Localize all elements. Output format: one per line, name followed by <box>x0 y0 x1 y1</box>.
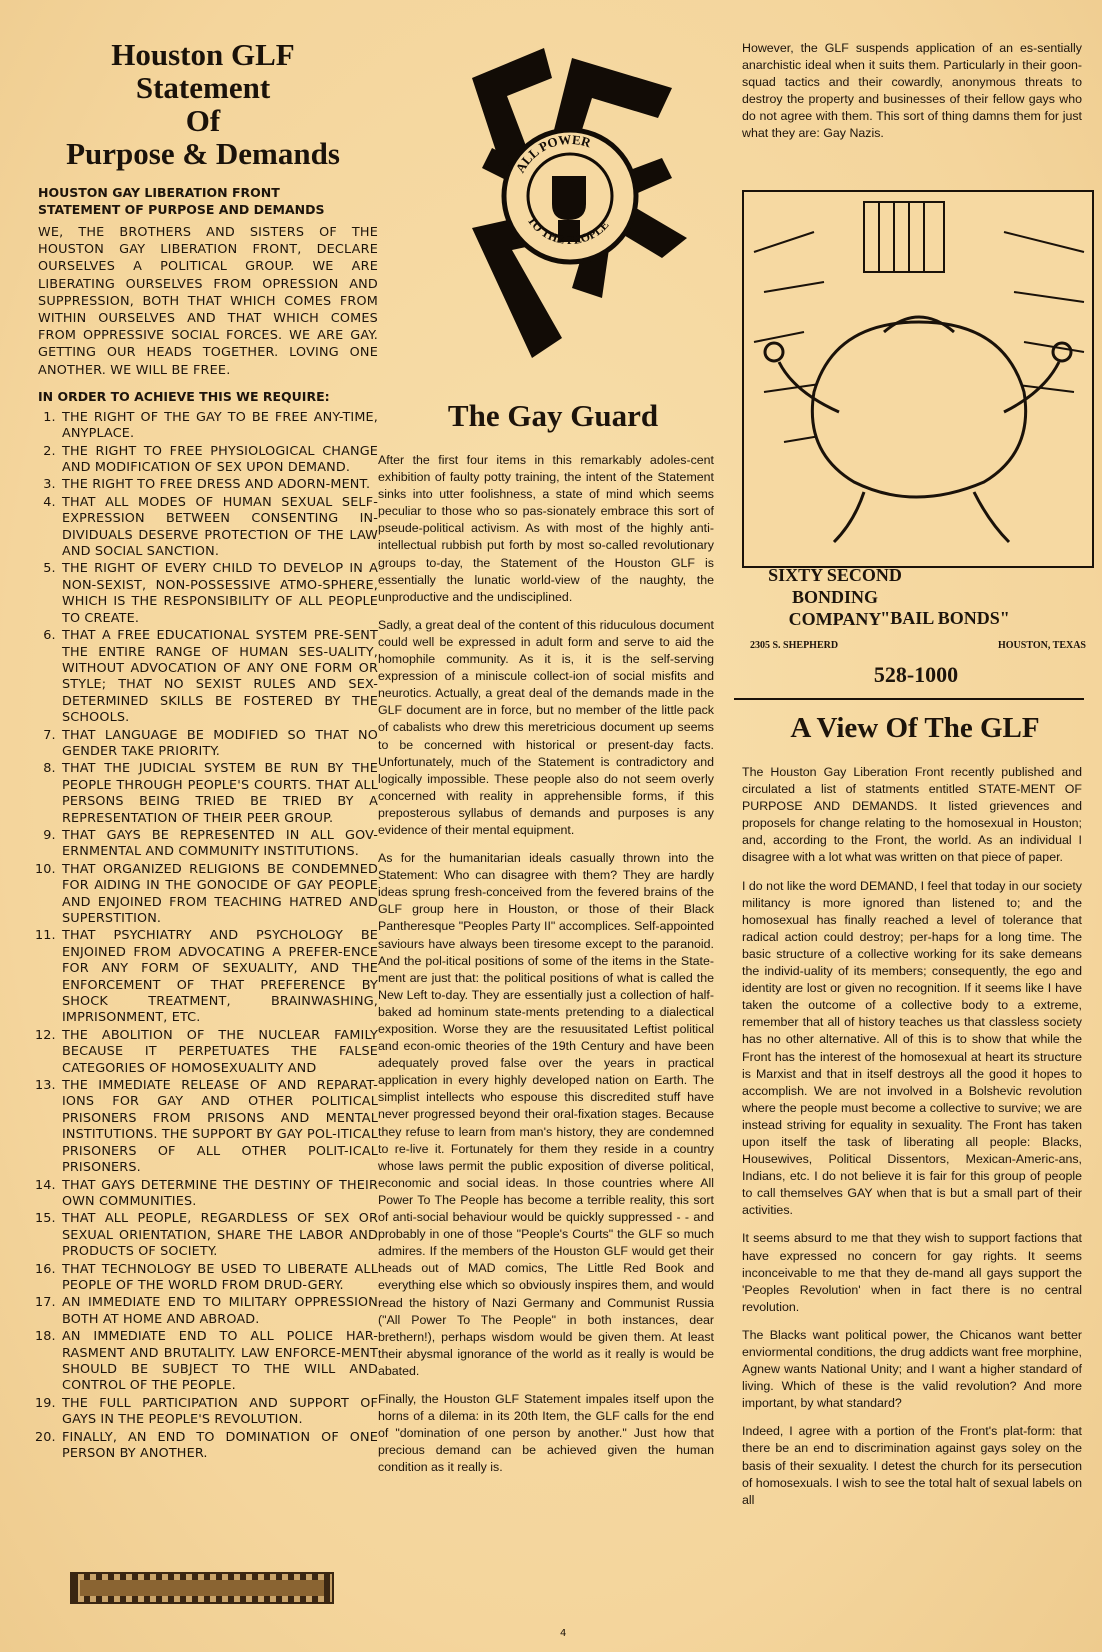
headline-line: Of <box>185 103 221 138</box>
demand-item: 11. THAT PSYCHIATRY AND PSYCHOLOGY BE ENJOINED FROM ADVOCATING A PREFER-ENCE FOR ANY FORM OF SEXUALITY, AND THE ENFORCEMENT OF THAT PREFERENCE BY SHOCK TREATMENT, BRAINWASHING, IMPRISONMENT, ETC. <box>60 928 378 1026</box>
article-paragraph: It seems absurd to me that they wish to support factions that have expressed no concern for gay rights. It seems inconceivable to me that they de-mand all gays support the 'Peoples Revolution' when in fact there is no central revolution. <box>742 1231 1082 1314</box>
headline-line: Purpose & Demands <box>66 136 340 171</box>
demand-item: 17. AN IMMEDIATE END TO MILITARY OPPRESSION BOTH AT HOME AND ABROAD. <box>60 1295 378 1328</box>
article-paragraph: The Houston Gay Liberation Front recently published and circulated a list of statments entitled STATE-MENT OF PURPOSE AND DEMANDS. It listed grievences and proposels for change relating to the homosexual in Houston; and, according to the Front, the world. As an individual I disagree with a lot what was written on that piece of paper. <box>742 765 1082 865</box>
demand-item: 20. FINALLY, AN END TO DOMINATION OF ONE PERSON BY ANOTHER. <box>60 1430 378 1463</box>
demand-item: 18. AN IMMEDIATE END TO ALL POLICE HAR-RASMENT AND BRUTALITY. LAW ENFORCE-MENT SHOULD BE SUBJECT TO THE WILL AND CONTROL OF THE PEOPLE. <box>60 1329 378 1395</box>
phone-number: 528-1000 <box>873 662 959 687</box>
intro-paragraph: However, the GLF suspends application of an es-sentially anarchistic ideal when it suits them. Particularly in their goon-squad tactics and their cowardly, anonymous threats to destroy the property and businesses of their fellow gays who do not agree with them. This sort of thing damns them for just what they are: Gay Nazis. <box>742 41 1082 141</box>
street-address: 2305 S. SHEPHERD <box>750 640 839 651</box>
demand-item: 12. THE ABOLITION OF THE NUCLEAR FAMILY BECAUSE IT PERPETUATES THE FALSE CATEGORIES OF HOMOSEXUALITY AND <box>60 1028 378 1077</box>
demand-item: 8. THAT THE JUDICIAL SYSTEM BE RUN BY THE PEOPLE THROUGH PEOPLE'S COURTS. THAT ALL PERSONS BEING TRIED BE TRIED BY A REPRESENTATION OF THEIR PEER GROUP. <box>60 761 378 827</box>
gay-guard-article <box>378 452 714 1487</box>
gay-guard-title: The Gay Guard <box>447 398 659 433</box>
bail-bonds-tagline: "BAIL BONDS" <box>880 608 1010 628</box>
article-paragraph: After the first four items in this remarkably adoles-cent exhibition of faulty potty training, the intent of the Statement sinks into utter foolishness, a state of mind which seems peculiar to those who so pas-sionately embrace this sort of pseude-political activism. As with most of the highly anti-intellectual rubbish put forth by most so-called revolutionary groups to-day, the Statement of the Houston GLF is essentially the lunatic world-view of the naughty, the unproductive and the undisciplined. <box>378 453 714 604</box>
demand-item: 9. THAT GAYS BE REPRESENTED IN ALL GOV-ERNMENTAL AND COMMUNITY INSTITUTIONS. <box>60 828 378 861</box>
statement-subhead <box>38 184 378 218</box>
demand-item: 19. THE FULL PARTICIPATION AND SUPPORT OF GAYS IN THE PEOPLE'S REVOLUTION. <box>60 1396 378 1429</box>
subhead-line: STATEMENT OF PURPOSE AND DEMANDS <box>38 202 325 217</box>
headline-line: Statement <box>135 70 271 105</box>
company-line: SIXTY SECOND <box>768 565 902 585</box>
demand-item: 5. THE RIGHT OF EVERY CHILD TO DEVELOP IN A NON-SEXIST, NON-POSSESSIVE ATMO-SPHERE, WHICH IS THE RESPONSIBILITY OF ALL PEOPLE TO CREATE. <box>60 561 378 627</box>
statement-preamble: WE, THE BROTHERS AND SISTERS OF THE HOUSTON GAY LIBERATION FRONT, DECLARE OURSELVES A POLITICAL GROUP. WE ARE LIBERATING OURSELVES FROM OPRESSION AND SUPPRESSION, BOTH THAT WHICH COMES FROM WITHIN OURSELVES AND THAT WHICH COMES FROM OPPRESSIVE SOCIAL FORCES. WE ARE GAY. GETTING OUR HEADS TOGETHER. LOVING ONE ANOTHER. WE WILL BE FREE. <box>38 225 378 378</box>
article-paragraph: Sadly, a great deal of the content of this riduculous document could well be expressed in adult form and serve to aid the homophile community. As it is, it is the self-serving expression of a miniscule collect-ion of social misfits and neurotics. Actually, a great deal of the demands made in the GLF document are in force, but no member of the little pack of cabalists who drew this meretricious document up seems to be concerned with historical or present-day facts. Unfortunately, much of the Statement is contradictory and logically impossible. These people also do not seem overly concerned with reality in apprehensible forms, if this preposterous syllabus of demands and purposes is any evidence of their mental equipment. <box>378 617 714 837</box>
swastika-fist-emblem <box>452 38 692 378</box>
article-paragraph: Indeed, I agree with a portion of the Front's plat-form: that there be an end to discrimination against gays soley on the basis of their sexuality. I detest the church for its persecution of homosexuals. I wish to see the total halt of sexual labels on all <box>742 1424 1082 1507</box>
demand-item: 10. THAT ORGANIZED RELIGIONS BE CONDEMNED FOR AIDING IN THE GONOCIDE OF GAY PEOPLE AND ENJOINED FROM TEACHING HATRED AND SUPERSTITION. <box>60 862 378 928</box>
city-address: HOUSTON, TEXAS <box>998 640 1086 651</box>
demand-item: 7. THAT LANGUAGE BE MODIFIED SO THAT NO GENDER TAKE PRIORITY. <box>60 728 378 761</box>
article-paragraph: I do not like the word DEMAND, I feel that today in our society militancy is more ignored than listened to; and the homosexual has finally reached a level of tolerance that radical action could destroy; per-haps for a long time. The basic structure of a collective working for its sake demeans the individ-uality of its members; consequently, the ego and identity are lost or given no recognition. If it seems like I have taken the outcome of a collective body to a extreme, remember that all of history teaches us that classless society has no other alternative. All of this is to show that while the Front has the interest of the homosexual at heart its structure is Marxist and that in itself destroys all the good it hopes to accomplish. We are not involved in a Bolshevic revolution where the people must become a collective to survive; we are instead striving for equality in sexuality. The Front has taken upon itself the task of liberating all people: Blacks, Housewives, Political Dissentors, Mexican-Americ-ans, Indians, etc. I do not believe it is fair for this group of people to call themselves GAY when that is but a small part of their activities. <box>742 878 1082 1218</box>
statement-headline <box>28 38 378 170</box>
demand-item: 6. THAT A FREE EDUCATIONAL SYSTEM PRE-SENT THE ENTIRE RANGE OF HUMAN SES-UALITY, WITHOUT ADVOCATION OF ANY ONE FORM OR STYLE; THAT NO SEXIST RULES AND SEX-DETERMINED SKILLS BE FOSTERED BY THE SCHOOLS. <box>60 628 378 726</box>
subhead-line: HOUSTON GAY LIBERATION FRONT <box>38 185 280 200</box>
headline-line: Houston GLF <box>111 37 295 72</box>
require-heading: IN ORDER TO ACHIEVE THIS WE REQUIRE: <box>38 388 330 404</box>
article-paragraph: Finally, the Houston GLF Statement impales itself upon the horns of a dilema: in its 20th Item, the GLF calls for the end of "domination of one person by another." Just how that precious demand can be achieved given the human condition as it really is. <box>378 1391 714 1475</box>
demand-item: 2. THE RIGHT TO FREE PHYSIOLOGICAL CHANGE AND MODIFICATION OF SEX UPON DEMAND. <box>60 444 378 477</box>
page-number: 4 <box>560 1628 567 1639</box>
view-of-glf-article <box>742 764 1082 1520</box>
article-paragraph: The Blacks want political power, the Chicanos want better enviormental conditions, the drug addicts want free morphine, Agnew wants National Unity; and I want a higher standard of living. Which of these is the valid revolution? And more important, by what standard? <box>742 1327 1082 1411</box>
demand-item: 4. THAT ALL MODES OF HUMAN SEXUAL SELF-EXPRESSION BETWEEN CONSENTING IN-DIVIDUALS DESERVE PROTECTION OF THE LAW AND SOCIAL SANCTION. <box>60 495 378 561</box>
article-paragraph: As for the humanitarian ideals casually thrown into the Statement: Who can disagree with them? They are hardly ideas sprung fresh-conceived from the fevered brains of the GLF group here in Houston, or those of their Black Pantheresque "Peoples Party II" accomplices. Self-appointed saviours have always been tiresome except to the paranoid. And the pol-itical positions of some of the items in the State-ment are just that: the political positions of what is called the New Left to-day. They are essentially just a collection of half-baked ad hominum state-ments pretending to a dialectical exposition. Worse they are the resuusitated Leftist political and econ-omic theories of the 19th Century and have been adequately proved false over the years in practical application in every highly developed nation on Earth. The simplist intellects who espouse this discredited stuff have never progressed beyond their oral-fixation stages. Because they refuse to learn from man's history, they are condemned to re-live it. Fortunately for them they reside in a country whose laws permit the public exposition of diverse political, economic and social ideas. In those countries where All Power To The People has become a terrible reality, this sort of anti-social behaviour would be quickly suppressed - - and probably in one of those "People's Courts" the GLF so much admires. If the members of the Houston GLF would get their heads out of MAD comics, The Little Red Book and everything else which so obviously inspires them, and would read the history of Nazi Germany and Communist Russia ("All Power To The People" in both instances, dear brethern!), perhaps wisdom would be given them. At least their abysmal ignorance of the world as it really is would be abated. <box>378 851 714 1378</box>
demand-item: 14. THAT GAYS DETERMINE THE DESTINY OF THEIR OWN COMMUNITIES. <box>60 1178 378 1211</box>
demand-item: 13. THE IMMEDIATE RELEASE OF AND REPARAT-IONS FOR GAY AND OTHER POLITICAL PRISONERS FROM PRISONS AND MENTAL INSTITUTIONS. THE SUPPORT BY GAY POL-ITICAL PRISONERS OF ALL OTHER POLIT-ICAL PRISONERS. <box>60 1078 378 1176</box>
company-line: BONDING COMPANY <box>788 587 882 629</box>
decorative-border-ornament <box>70 1572 334 1604</box>
demand-item: 16. THAT TECHNOLOGY BE USED TO LIBERATE ALL PEOPLE OF THE WORLD FROM DRUD-GERY. <box>60 1262 378 1295</box>
emblem-top-text: ALL POWER <box>512 131 593 176</box>
statement-column <box>28 38 378 1463</box>
demands-list <box>28 410 378 1463</box>
demand-item: 1. THE RIGHT OF THE GAY TO BE FREE ANY-TIME, ANYPLACE. <box>60 410 378 443</box>
divider-rule <box>734 698 1084 700</box>
demand-item: 3. THE RIGHT TO FREE DRESS AND ADORN-MENT. <box>60 477 378 493</box>
view-of-glf-title: A View Of The GLF <box>790 712 1040 744</box>
gay-nazis-paragraph-block <box>742 40 1082 154</box>
emblem-bottom-text: TO THE PEOPLE <box>524 213 612 248</box>
prisoner-cell-illustration <box>742 190 1094 568</box>
demand-item: 15. THAT ALL PEOPLE, REGARDLESS OF SEX OR SEXUAL ORIENTATION, SHARE THE LABOR AND PRODUCTS OF SOCIETY. <box>60 1211 378 1260</box>
